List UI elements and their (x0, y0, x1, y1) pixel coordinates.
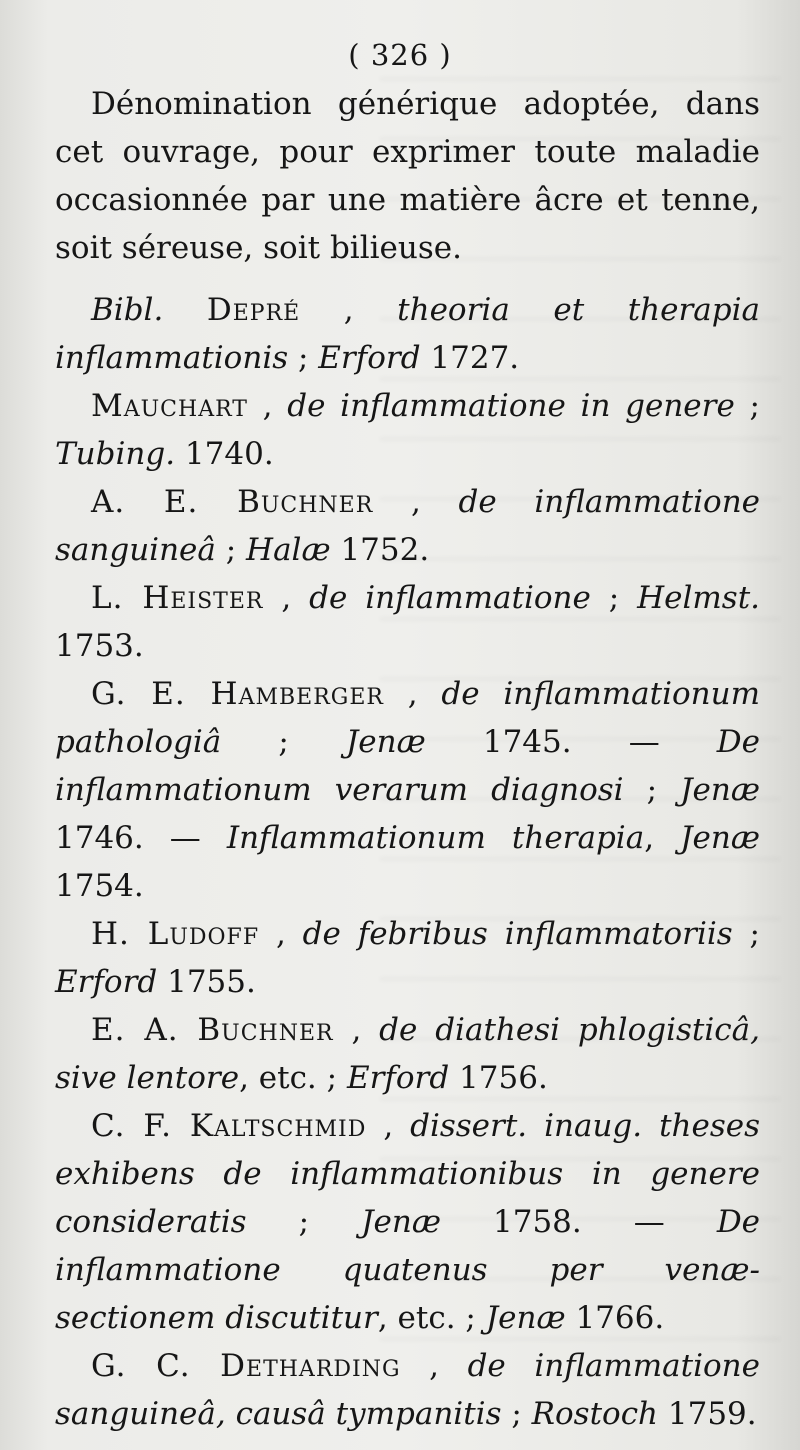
entry-separator: , (333, 1012, 380, 1048)
entry-author: H. Ludoff (91, 916, 260, 952)
entry-text: ; (590, 580, 638, 616)
bibl-label: Bibl. (91, 292, 164, 328)
entry-author: G. E. Hamberger (91, 676, 384, 712)
entry-title-italic: de inflammatione sanguineâ (55, 484, 761, 568)
bibliography-entry (55, 478, 760, 574)
entry-text: ; (623, 772, 681, 808)
entry-separator: , (247, 388, 288, 424)
entry-text: ; (221, 724, 346, 760)
bibliography-entry (55, 382, 760, 478)
entry-title-italic: de inflammatione sanguineâ, causâ tympanitis (55, 1348, 760, 1432)
entry-author: A. E. Buchner (91, 484, 374, 520)
entry-text: , etc. ; (239, 1060, 347, 1096)
entry-text: 1753. (55, 628, 144, 664)
entry-separator: , (400, 1348, 468, 1384)
bibliography-entry (55, 1102, 760, 1342)
entry-author: L. Heister (91, 580, 264, 616)
entry-title-italic: De inflammationum verarum diagnosi (55, 724, 760, 808)
page-number: ( 326 ) (348, 38, 452, 72)
entry-title-italic: Jenæ (485, 1300, 566, 1336)
entry-title-italic: dissert. inaug. theses exhibens de inflammationibus in genere consideratis (55, 1108, 760, 1240)
entry-text: , etc. ; (377, 1300, 486, 1336)
entry-title-italic: Erford (55, 964, 158, 1000)
entry-separator: , (263, 580, 310, 616)
bibliography-entry (55, 670, 760, 910)
entry-text: 1752. (330, 532, 430, 568)
entry-text: ; (215, 532, 247, 568)
bibliography-entry (55, 1006, 760, 1102)
entry-title-italic: Jenæ (680, 820, 760, 856)
entry-title-italic: Jenæ (361, 1204, 441, 1240)
entry-title-italic: Jenæ (680, 772, 760, 808)
entry-text: 1759. (658, 1396, 757, 1432)
entry-text: 1746. — (55, 820, 227, 856)
bibliography-entry (55, 574, 760, 670)
entry-title-italic: Rostoch (531, 1396, 659, 1432)
entry-title-italic: Helmst. (637, 580, 761, 616)
entry-title-italic: de inflammationum pathologiâ (55, 676, 760, 760)
entry-title-italic: Erford (346, 1060, 450, 1096)
entry-text: 1740. (175, 436, 274, 472)
entry-title-italic: de diathesi phlogisticâ, sive lentore (55, 1012, 761, 1096)
entry-author: C. F. Kaltschmid (91, 1108, 367, 1144)
page-body (55, 80, 760, 1438)
bibliography-entry (55, 1342, 760, 1438)
entry-title-italic: Tubing. (55, 436, 176, 472)
entry-text: 1745. — (425, 724, 717, 760)
entry-title-italic: Halæ (246, 532, 331, 568)
entry-text: ; (288, 340, 319, 376)
entry-separator: , (383, 676, 442, 712)
entry-text: 1756. (449, 1060, 548, 1096)
bibliography (55, 286, 760, 1438)
entry-separator: , (366, 1108, 411, 1144)
entry-text: 1755. (157, 964, 256, 1000)
entry-title-italic: theoria et therapia inflammationis (55, 292, 761, 376)
entry-title-italic: Erford (318, 340, 421, 376)
entry-title-italic: de inflammatione (309, 580, 591, 616)
definition-paragraph: Dénomination générique adoptée, dans cet ouvrage, pour exprimer toute maladie occasionnée par une matière âcre et tenne, soit séreuse, soit bilieuse. (55, 86, 760, 266)
entry-author: G. C. Detharding (91, 1348, 401, 1384)
entry-author: E. A. Buchner (91, 1012, 334, 1048)
entry-author: Mauchart (91, 388, 248, 424)
entry-text: 1758. — (440, 1204, 717, 1240)
entry-text: , (644, 820, 681, 856)
entry-title-italic: de febribus inflammatoriis (302, 916, 733, 952)
entry-title-italic: Inflammationum therapia (226, 820, 645, 856)
entry-text: 1766. (565, 1300, 665, 1336)
bibliography-entry (55, 910, 760, 1006)
entry-separator: , (300, 292, 398, 328)
entry-text: 1754. (55, 868, 144, 904)
entry-author: Depré (206, 292, 301, 328)
entry-text: ; (501, 1396, 532, 1432)
entry-text: 1727. (420, 340, 520, 376)
entry-title-italic: Jenæ (345, 724, 426, 760)
entry-title-italic: De inflammatione quatenus per venæ-sectionem discutitur (55, 1204, 761, 1336)
entry-text: ; (732, 916, 760, 952)
entry-text: ; (246, 1204, 362, 1240)
entry-text: ; (734, 388, 760, 424)
bibliography-entry (55, 286, 760, 382)
entry-title-italic: de inflammatione in genere (287, 388, 735, 424)
entry-separator: , (259, 916, 303, 952)
entry-separator: , (373, 484, 459, 520)
